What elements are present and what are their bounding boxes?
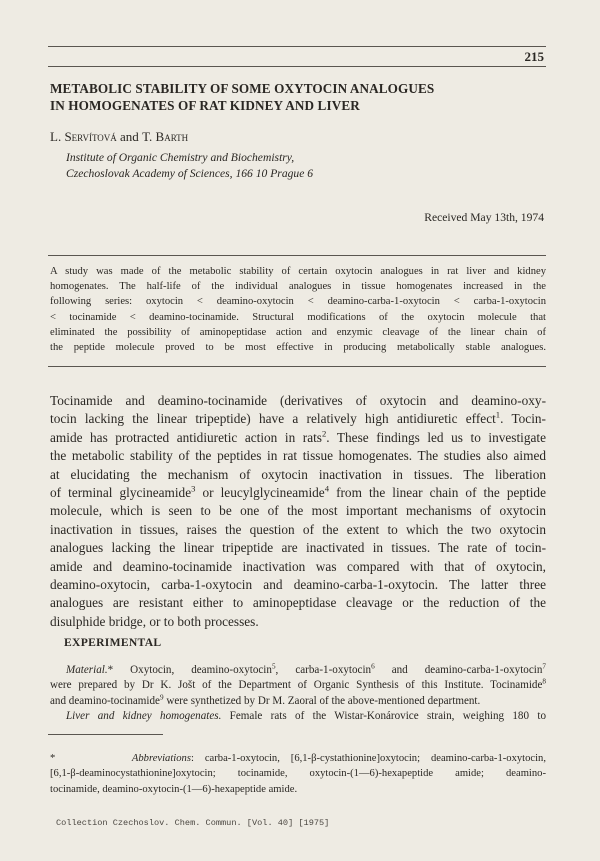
abstract-line: A study was made of the metabolic stability of certain oxytocin analogues in rat liver and kidney bbox=[50, 266, 546, 277]
body-line: amide and deamino-tocinamide inactivation was compared with that of oxytocin, bbox=[50, 558, 546, 574]
affiliation-line: Czechoslovak Academy of Sciences, 166 10 Prague 6 bbox=[66, 167, 314, 180]
abstract-line: eliminated the possibility of aminopeptidase action and enzymic cleavage of the linear chain of bbox=[50, 326, 546, 338]
abstract-line: following series: oxytocin < deamino-oxytocin < deamino-carba-1-oxytocin < carba-1-oxytocin bbox=[50, 296, 546, 308]
section-heading: EXPERIMENTAL bbox=[64, 636, 162, 649]
author-name: L. Servítová bbox=[50, 129, 117, 144]
experimental-line: Material.* Oxytocin, deamino-oxytocin$^5$, carba-1-oxytocin$^6$ and deamino-carba-1-oxytocin$^7$ bbox=[66, 663, 546, 676]
header-rule-bottom bbox=[48, 66, 546, 67]
footnote-rule bbox=[48, 734, 163, 735]
abstract-line: < tocinamide < deamino-tocinamide. Structural modifications of the oxytocin molecule that bbox=[50, 311, 546, 323]
title-line: IN HOMOGENATES OF RAT KIDNEY AND LIVER bbox=[50, 98, 360, 113]
body-line: at elucidating the mechanism of oxytocin inactivation in tissues. The liberation bbox=[50, 466, 546, 482]
body-line: deamino-oxytocin, carba-1-oxytocin and deamino-carba-1-oxytocin. The latter three bbox=[50, 577, 546, 593]
body-line: analogues lacking the linear tripeptide are inactivated in tissues. The rate of tocin- bbox=[50, 540, 546, 556]
body-line: the metabolic stability of the peptides in rat tissue homogenates. The studies also aimed bbox=[50, 448, 546, 464]
footnote-line: [6,1-β-deaminocystathionine]oxytocin; tocinamide, oxytocin-(1—6)-hexapeptide amide; deamino- bbox=[50, 768, 546, 780]
received-date: Received May 13th, 1974 bbox=[424, 211, 544, 224]
body-line: inactivation in tissues, raises the question of the extent to which the two oxytocin bbox=[50, 521, 546, 537]
abstract-rule-bottom bbox=[48, 366, 546, 367]
footnote-line: tocinamide, deamino-oxytocin-(1—6)-hexapeptide amide. bbox=[50, 783, 298, 795]
body-line: Tocinamide and deamino-tocinamide (derivatives of oxytocin and deamino-oxy- bbox=[50, 393, 546, 408]
footnote-marker: * bbox=[50, 753, 56, 764]
body-line: tocin lacking the linear tripeptide) have a relatively high antidiuretic effect$^1$. Tocin- bbox=[50, 410, 546, 427]
abstract-line: the peptide molecule proved to be most effective in producing metabolically stable analogues. bbox=[50, 342, 546, 354]
journal-reference: Collection Czechoslov. Chem. Commun. [Vol. 40] [1975] bbox=[56, 818, 330, 828]
affiliation-line: Institute of Organic Chemistry and Biochemistry, bbox=[66, 151, 295, 164]
experimental-line: were prepared by Dr K. Jošt of the Department of Organic Synthesis of this Institute. Tocinamide$^8$ bbox=[50, 678, 546, 692]
body-line: molecule, which is seen to be one of the most important mechanisms of oxytocin bbox=[50, 503, 546, 519]
abstract-rule-top bbox=[48, 255, 546, 256]
body-line: of terminal glycineamide$^3$ or leucylglycineamide$^4$ from the linear chain of the peptide bbox=[50, 484, 546, 501]
author-line bbox=[50, 129, 188, 145]
footnote-line: * Abbreviations: carba-1-oxytocin, [6,1-β-cystathionine]oxytocin; deamino-carba-1-oxytocin, bbox=[50, 753, 546, 764]
body-line: amide has protracted antidiuretic action in rats$^2$. These findings led us to investigate bbox=[50, 428, 546, 445]
abstract bbox=[50, 264, 546, 355]
header-rule-top bbox=[48, 46, 546, 47]
page-number: 215 bbox=[524, 49, 544, 64]
author-name: T. Barth bbox=[142, 129, 189, 144]
article-title bbox=[50, 80, 540, 114]
experimental-line: and deamino-tocinamide$^9$ were synthetized by Dr M. Zaoral of the above-mentioned department. bbox=[50, 693, 481, 707]
experimental-text bbox=[50, 663, 546, 725]
experimental-line: Liver and kidney homogenates. Female rats of the Wistar-Konárovice strain, weighing 180 to bbox=[66, 710, 546, 723]
body-line: analogues are resistant either to aminopeptidase cleavage or the reduction of the bbox=[50, 595, 546, 611]
footnote bbox=[50, 751, 546, 797]
title-line: METABOLIC STABILITY OF SOME OXYTOCIN ANALOGUES bbox=[50, 81, 435, 96]
affiliation bbox=[66, 150, 313, 182]
introduction-text bbox=[50, 392, 546, 631]
body-line: disulphide bridge, or to both processes. bbox=[50, 613, 259, 629]
abstract-line: homogenates. The half-life of the individual analogues in tissue homogenates increased in the bbox=[50, 281, 546, 293]
author-conjunction: and bbox=[120, 129, 139, 144]
